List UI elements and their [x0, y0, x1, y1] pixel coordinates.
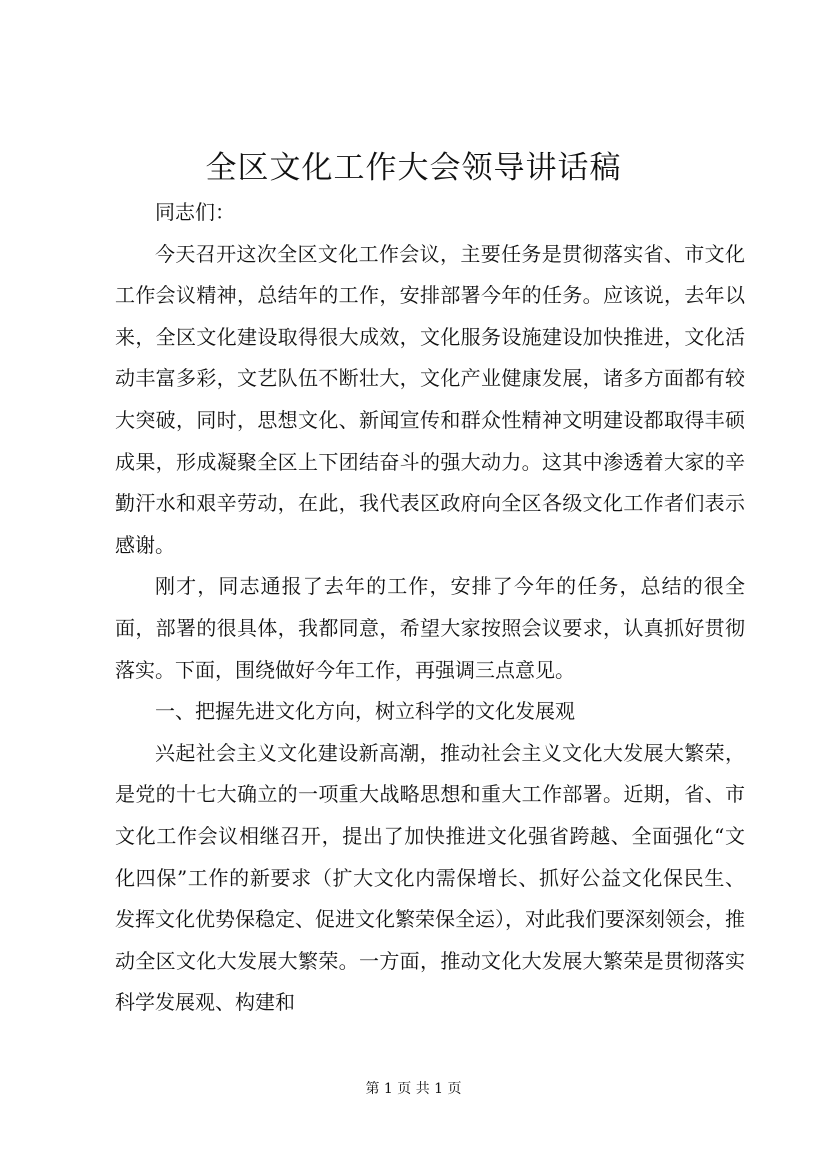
body-paragraph: 刚才，同志通报了去年的工作，安排了今年的任务，总结的很全面，部署的很具体，我都同意，希望大家按照会议要求，认真抓好贯彻落实。下面，围绕做好今年工作，再强调三点意见。 [115, 574, 745, 682]
page-footer: 第 1 页 共 1 页 [365, 1081, 462, 1097]
document-title: 全区文化工作大会领导讲话稿 [205, 150, 622, 186]
body-paragraph: 今天召开这次全区文化工作会议，主要任务是贯彻落实省、市文化工作会议精神，总结年的工作，安排部署今年的任务。应该说，去年以来，全区文化建设取得很大成效，文化服务设施建设加快推进，文化活动丰富多彩，文艺队伍不断壮大，文化产业健康发展，诸多方面都有较大突破，同时，思想文化、新闻宣传和群众性精神文明建设都取得丰硕成果，形成凝聚全区上下团结奋斗的强大动力。这其中渗透着大家的辛勤汗水和艰辛劳动，在此，我代表区政府向全区各级文化工作者们表示感谢。 [115, 241, 745, 557]
salutation-paragraph: 同志们： [155, 200, 235, 224]
document-body [115, 192, 745, 1024]
section-heading: 一、把握先进文化方向，树立科学的文化发展观 [155, 699, 575, 724]
body-paragraph: 兴起社会主义文化建设新高潮，推动社会主义文化大发展大繁荣，是党的十七大确立的一项重大战略思想和重大工作部署。近期，省、市文化工作会议相继召开，提出了加快推进文化强省跨越、全面强化“文化四保”工作的新要求（扩大文化内需保增长、抓好公益文化保民生、发挥文化优势保稳定、促进文化繁荣保全运），对此我们要深刻领会，推动全区文化大发展大繁荣。一方面，推动文化大发展大繁荣是贯彻落实科学发展观、构建和 [115, 740, 745, 1015]
